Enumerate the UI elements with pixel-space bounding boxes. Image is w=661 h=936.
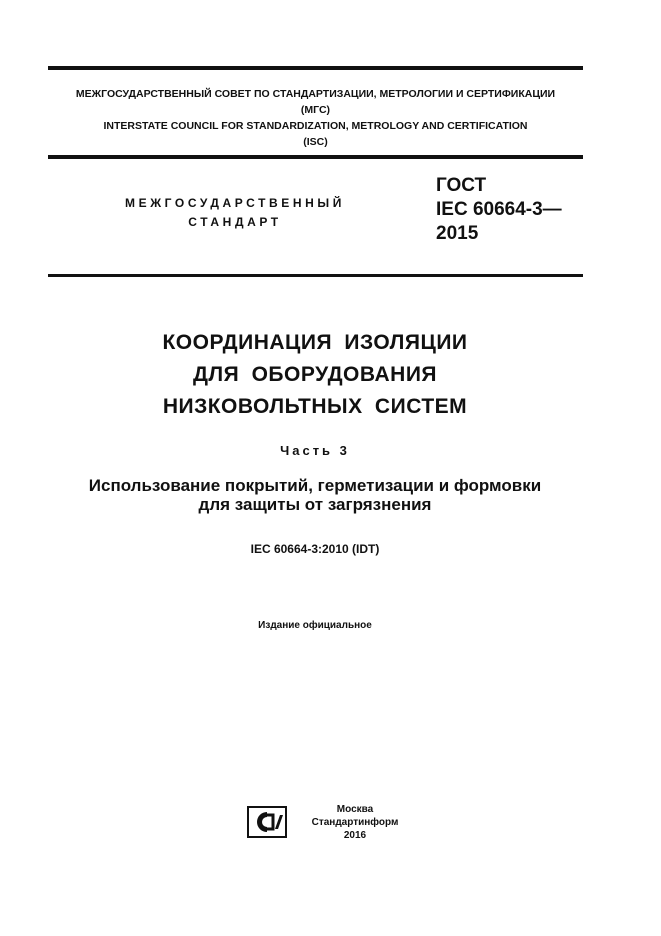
standartinform-logo-icon	[247, 806, 287, 838]
title-line3: НИЗКОВОЛЬТНЫХ СИСТЕМ	[162, 395, 468, 418]
council-header	[48, 86, 583, 150]
title-line2: ДЛЯ ОБОРУДОВАНИЯ	[192, 363, 438, 386]
standard-type-line1: МЕЖГОСУДАРСТВЕННЫЙ	[125, 196, 345, 210]
council-abbr-en: (ISC)	[303, 136, 328, 148]
standard-number: IEC 60664-3—	[436, 199, 562, 220]
official-edition-note: Издание официальное	[258, 620, 372, 631]
standard-year: 2015	[436, 223, 479, 244]
publisher-city: Москва	[336, 804, 374, 815]
council-name-en: INTERSTATE COUNCIL FOR STANDARDIZATION, METROLOGY AND CERTIFICATION	[103, 120, 528, 132]
publisher-name: Стандартинформ	[311, 817, 399, 828]
gost-label: ГОСТ	[436, 175, 487, 196]
title-line1: КООРДИНАЦИЯ ИЗОЛЯЦИИ	[162, 331, 468, 354]
part-label: Часть 3	[280, 443, 350, 458]
standard-type	[100, 194, 370, 232]
subtitle-line1: Использование покрытий, герметизации и формовки	[88, 476, 542, 495]
part-subtitle	[0, 476, 630, 514]
document-title	[0, 327, 630, 423]
publisher-year: 2016	[343, 830, 367, 841]
council-abbr-ru: (МГС)	[300, 104, 331, 116]
standard-type-line2: СТАНДАРТ	[188, 215, 282, 229]
top-rule	[48, 66, 583, 70]
middle-rule	[48, 155, 583, 159]
standard-designation	[436, 174, 562, 246]
bottom-rule	[48, 274, 583, 277]
subtitle-line2: для защиты от загрязнения	[198, 495, 432, 514]
publisher-info	[300, 803, 410, 842]
council-name-ru: МЕЖГОСУДАРСТВЕННЫЙ СОВЕТ ПО СТАНДАРТИЗАЦИИ, МЕТРОЛОГИИ И СЕРТИФИКАЦИИ	[75, 88, 556, 100]
iec-reference: IEC 60664-3:2010 (IDT)	[250, 542, 380, 556]
